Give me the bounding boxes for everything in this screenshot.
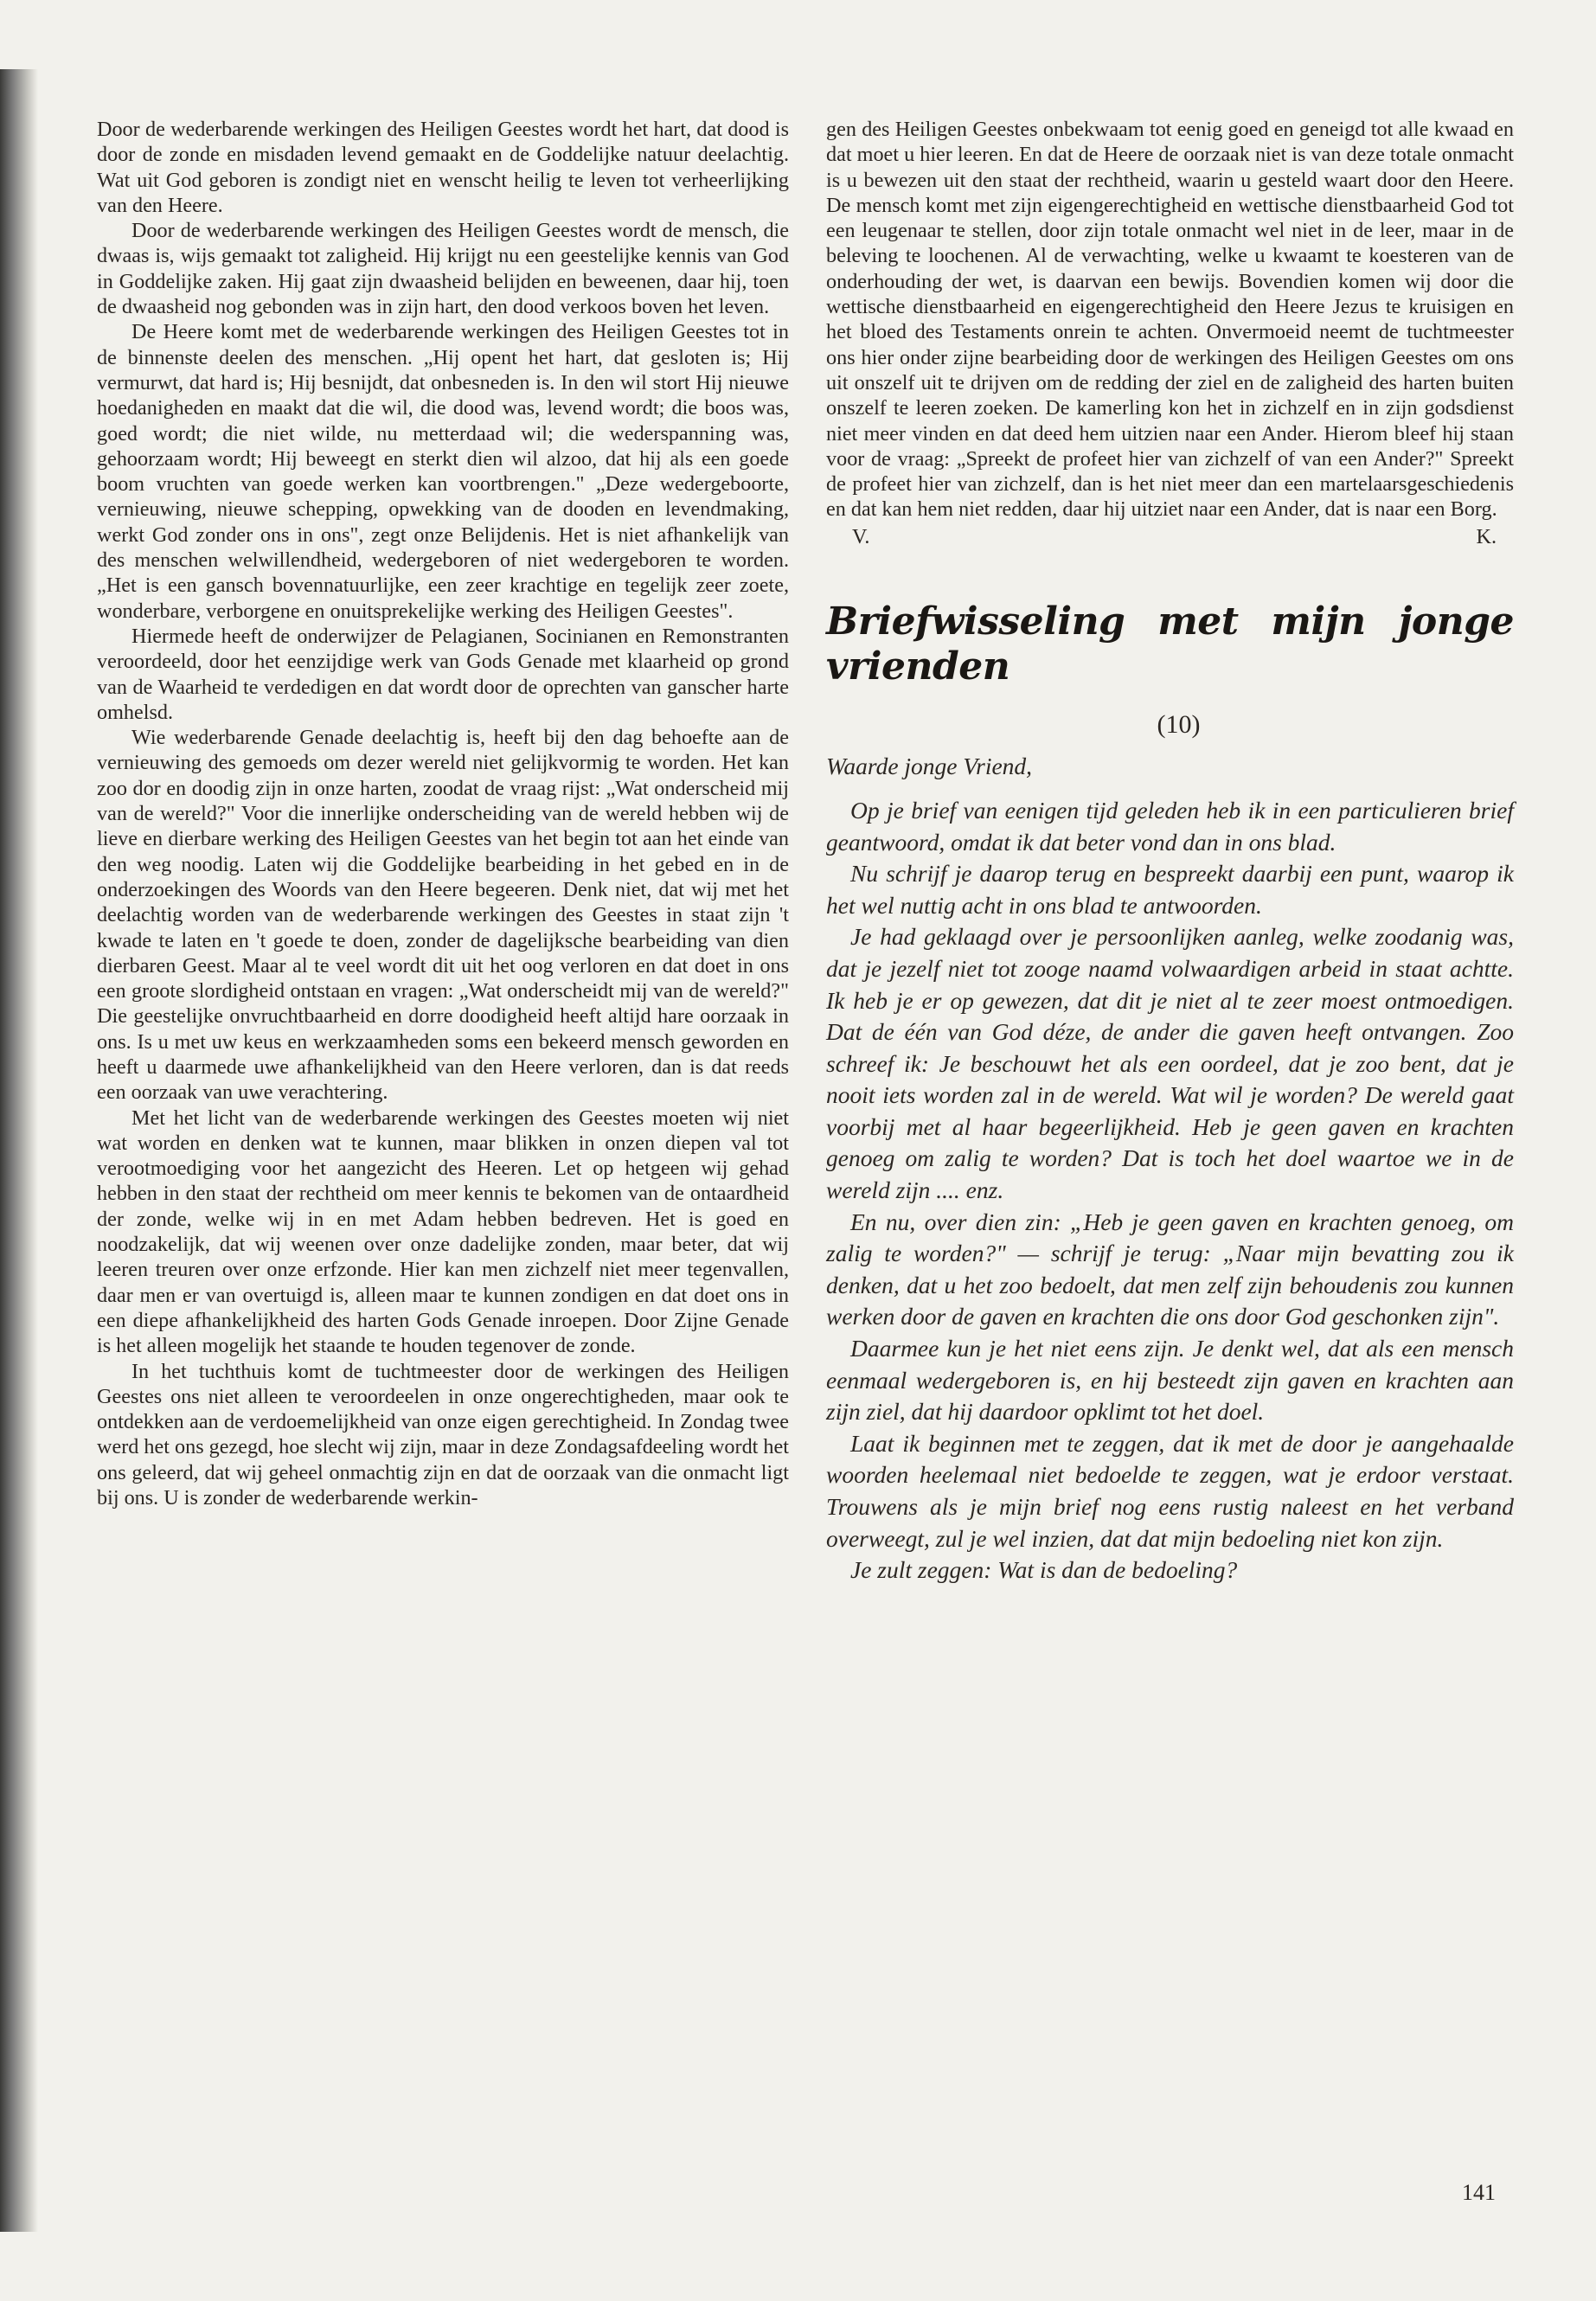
paragraph: Hiermede heeft de onderwijzer de Pelagianen, Socinianen en Remonstranten veroordeeld, door het eenzijdige werk van Gods Genade met klaarheid op grond van de Waarheid te verdedigen en dat wordt door de oprechten van ganscher harte omhelsd. <box>97 624 789 724</box>
letter-body <box>826 751 1514 1586</box>
continued-paragraph: gen des Heiligen Geestes onbekwaam tot eenig goed en geneigd tot alle kwaad en dat moet u hier leeren. En dat de Heere de oorzaak niet is van deze totale onmacht is u bewezen uit den staat der rechtheid, waarin u gesteld waart door den Heere. De mensch komt met zijn eigengerechtigheid en wettische dienstbaarheid God tot een leugenaar te stellen, door zijn totale onmacht wel niet in de leer, maar in de beleving te loochenen. Al de verwachting, welke u kwaamt te koesteren van de onderhouding der wet, is daarvan een bewijs. Bovendien komen wij door die wettische dienstbaarheid en eigengerechtigheid den Heere Jezus te kruisigen en het bloed des Testaments onrein te achten. Onvermoeid neemt de tuchtmeester ons hier onder zijne bearbeiding door de werkingen des Heiligen Geestes om ons uit onszelf uit te drijven om de redding der ziel en de zaligheid des harten buiten onszelf te leeren zoeken. De kamerling kon het in zichzelf en in zijn godsdienst niet meer vinden en dat deed hem uitzien naar een Ander. Hierom bleef hij staan voor de vraag: „Spreekt de profeet hier van zichzelf of van een Ander?" Spreekt de profeet hier van zichzelf, dan is het niet meer dan een martelaarsgeschiedenis en dat kan hem niet redden, daar hij uitziet naar een Ander, dat is naar een Borg. <box>826 118 1514 522</box>
salutation: Waarde jonge Vriend, <box>826 753 1033 780</box>
paragraph: In het tuchthuis komt de tuchtmeester door de werkingen des Heiligen Geestes ons niet alleen te veroordeelen in onze ongerechtigheden, maar ook te ontdekken aan de verdoemelijkheid van onze eigen gerechtigheid. In Zondag twee werd het ons gezegd, hoe slecht wij zijn, maar in deze Zondagsafdeeling wordt het ons geleerd, dat wij geheel onmachtig zijn en dat de oorzaak van die onmacht ligt bij ons. U is zonder de wederbarende werkin- <box>97 1359 789 1510</box>
letter-paragraph: Nu schrijf je daarop terug en bespreekt daarbij een punt, waarop ik het wel nuttig acht in ons blad te antwoorden. <box>826 860 1514 919</box>
letter-paragraph: Op je brief van eenigen tijd geleden heb ik in een particulieren brief geantwoord, omdat ik dat beter vond dan in ons blad. <box>826 796 1514 856</box>
letter-paragraph: Je zult zeggen: Wat is dan de bedoeling? <box>850 1556 1238 1584</box>
right-column <box>826 117 1514 1586</box>
letter-paragraph: Daarmee kun je het niet eens zijn. Je denkt wel, dat als een mensch eenmaal wedergeboren is, en hij besteedt zijn gaven en krachten aan zijn ziel, dat hij daardoor opklimt tot het doel. <box>826 1335 1514 1426</box>
paragraph: De Heere komt met de wederbarende werkingen des Heiligen Geestes tot in de binnenste deelen des menschen. „Hij opent het hart, dat gesloten is; Hij vermurwt, dat hard is; Hij besnijdt, dat onbesneden is. In den wil stort Hij nieuwe hoedanigheden en maakt dat die wil, die dood was, levend wordt; die boos was, goed wordt; die niet wilde, nu metterdaad wil; die wederspanning was, gehoorzaam wordt; Hij beweegt en sterkt dien wil alzoo, dat hij als een goede boom vruchten van goede werken kan voortbrengen." „Deze wedergeboorte, vernieuwing, nieuwe schepping, opwekking van de dooden en levendmaking, werkt God zonder ons in ons", zegt onze Belijdenis. Het is niet afhankelijk van des menschen welwillendheid, wedergeboren of niet wedergeboren te worden. „Het is een gansch bovennatuurlijke, een zeer krachtige en tegelijk zeer zoete, wonderbare, verborgene en onuitsprekelijke werking des Heiligen Geestes". <box>97 320 789 623</box>
left-column <box>97 117 789 1510</box>
signature-initial-left: V. <box>852 524 870 548</box>
series-number: (10) <box>1157 710 1201 740</box>
article-heading: Briefwisseling met mijn jonge vrienden <box>826 599 1514 689</box>
signature <box>826 524 1514 549</box>
letter-paragraph: En nu, over dien zin: „Heb je geen gaven en krachten genoeg, om zalig te worden?" — schrijf je terug: „Naar mijn bevatting zou ik denken, dat u het zoo bedoelt, dat men zelf zijn behoudenis zou kunnen werken door de gaven en krachten die ons door God geschonken zijn". <box>826 1208 1514 1330</box>
page-number: 141 <box>1462 2180 1496 2205</box>
paragraph: Door de wederbarende werkingen des Heiligen Geestes wordt de mensch, die dwaas is, wijs gemaakt tot zaligheid. Hij krijgt nu een geestelijke kennis van God in Goddelijke zaken. Hij gaat zijn dwaasheid belijden en beweenen, daar hij, toen de dwaasheid nog gebonden was in zijn hart, den dood verkoos boven het leven. <box>97 219 789 319</box>
signature-initial-right: K. <box>1476 524 1497 548</box>
paragraph: Met het licht van de wederbarende werkingen des Geestes moeten wij niet wat worden en denken wat te kunnen, maar blikken in onzen diepen val tot verootmoediging voor het aangezicht des Heeren. Let op hetgeen wij gehad hebben in den staat der rechtheid om meer kennis te bekomen van de ontaardheid der zonde, welke wij in en met Adam hebben bedreven. Het is goed en noodzakelijk, dat wij weenen over onze dadelijke zonden, maar beter, dat wij leeren treuren over onze erfzonde. Hier kan men zichzelf niet meer tegenvallen, daar men er van overtuigd is, alleen maar te kunnen zondigen en dat doet ons in een diepe afhankelijkheid des harten Gods Genade inroepen. Door Zijne Genade is het alleen mogelijk het staande te houden tegenover de zonde. <box>97 1106 789 1358</box>
paragraph: Door de wederbarende werkingen des Heiligen Geestes wordt het hart, dat dood is door de zonde en misdaden levend gemaakt en de Goddelijke natuur deelachtig. Wat uit God geboren is zondigt niet en wenscht heilig te leven tot verheerlijking van den Heere. <box>97 118 789 217</box>
binding-shadow <box>0 69 38 2232</box>
letter-paragraph: Laat ik beginnen met te zeggen, dat ik met de door je aangehaalde woorden heelemaal niet bedoelde te zeggen, wat je erdoor verstaat. Trouwens als je mijn brief nog eens rustig naleest en het verband overweegt, zul je wel inzien, dat dat mijn bedoeling niet kon zijn. <box>826 1429 1514 1552</box>
letter-paragraph: Je had geklaagd over je persoonlijken aanleg, welke zoodanig was, dat je jezelf niet tot zooge naamd volwaardigen arbeid in staat achtte. Ik heb je er op gewezen, dat dit je niet al te zeer moest ontmoedigen. Dat de één van God déze, de ander die gaven heeft ontvangen. Zoo schreef ik: Je beschouwt het als een oordeel, dat je zoo bent, dat je nooit iets worden zal in de wereld. Wat wil je worden? De wereld gaat voorbij met al haar begeerlijkheid. Heb je geen gaven en krachten genoeg om zalig te worden? Dat is toch het doel waartoe we in de wereld zijn .... enz. <box>826 923 1514 1204</box>
paragraph: Wie wederbarende Genade deelachtig is, heeft bij den dag behoefte aan de vernieuwing des gemoeds om dezer wereld niet gelijkvormig te worden. Het kan zoo dor en doodig zijn in onze harten, zoodat de vraag rijst: „Wat onderscheid mij van de wereld?" Voor die innerlijke onderscheiding van de wereld hebben wij de lieve en dierbare werking des Heiligen Geestes van het begin tot aan het einde van den weg noodig. Laten wij die Goddelijke bearbeiding in het gebed en in de onderzoekingen des Woords van den Heere begeeren. Denk niet, dat wij met het deelachtig worden van de wederbarende werkingen des Geestes in staat zijn 't kwade te laten en 't goede te doen, zonder de dagelijksche bearbeiding van dien dierbaren Geest. Maar al te veel wordt dit uit het oog verloren en dat doet in ons een groote slordigheid ontstaan en vragen: „Wat onderscheidt mij van de wereld?" Die geestelijke onvruchtbaarheid en dorre doodigheid heeft altijd hare oorzaak in ons. Is u met uw keus en werkzaamheden soms een bekeerd mensch geworden en heeft u daarmede uwe afhankelijkheid van den Heere verloren, dan is dat reeds een oorzaak van uwe verachtering. <box>97 726 789 1105</box>
